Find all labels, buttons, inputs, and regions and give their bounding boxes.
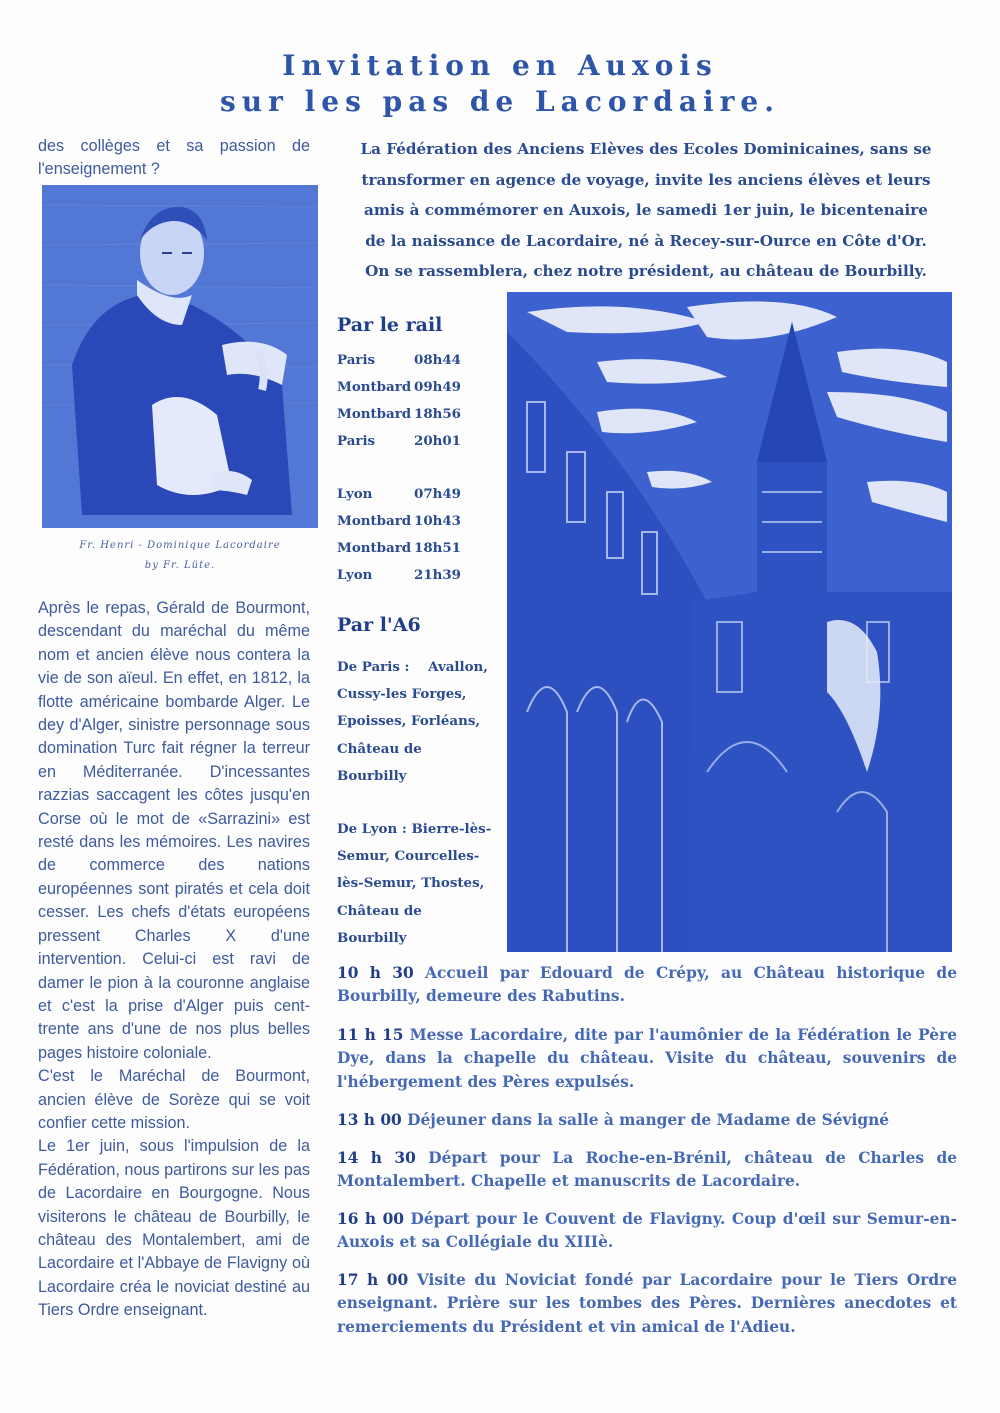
rail-time: 10h43 xyxy=(414,513,462,529)
rail-station: Montbard xyxy=(337,540,412,556)
rail-station: Paris xyxy=(337,433,376,449)
intro-line: amis à commémorer en Auxois, le samedi 1er juin, le bicentenaire xyxy=(364,201,928,219)
rail-station: Paris xyxy=(337,352,376,368)
route-line: lès-Semur, Thostes, xyxy=(337,875,485,892)
marechal-paragraph: C'est le Maréchal de Bourmont, ancien élève de Sorèze qui se voit confier cette mission. xyxy=(38,1067,310,1132)
chateau-illustration xyxy=(507,292,952,952)
programme-time: 14 h 30 xyxy=(337,1149,416,1167)
rail-time: 18h51 xyxy=(414,540,462,556)
programme-time: 11 h 15 xyxy=(337,1026,404,1044)
programme-time: 10 h 30 xyxy=(337,964,414,982)
rail-station: Lyon xyxy=(337,567,373,583)
route-line: Bourbilly xyxy=(337,929,407,946)
page-title-line-2: sur les pas de Lacordaire. xyxy=(220,85,780,118)
programme-time: 16 h 00 xyxy=(337,1210,405,1228)
programme-time: 13 h 00 xyxy=(337,1111,402,1129)
route-line: De Lyon : Bierre-lès- xyxy=(337,821,492,837)
programme-text: Visite du Noviciat fondé par Lacordaire pour le Tiers Ordre enseignant. Prière sur les tombes des Pères. Dernières anecdotes et remerciements du Président et vin amical de l'Adieu. xyxy=(337,1271,957,1336)
rail-time: 07h49 xyxy=(414,486,462,502)
programme-text: Accueil par Edouard de Crépy, au Château historique de Bourbilly, demeure des Rabutins. xyxy=(337,964,957,1006)
rail-row xyxy=(337,376,497,403)
route-line: Château de xyxy=(337,902,422,919)
rail-time: 08h44 xyxy=(414,352,462,368)
programme-time: 17 h 00 xyxy=(337,1271,409,1289)
rail-row xyxy=(337,403,497,430)
rail-station: Montbard xyxy=(337,406,412,422)
rail-row xyxy=(337,564,497,591)
programme-text: Déjeuner dans la salle à manger de Madame de Sévigné xyxy=(407,1111,890,1129)
left-column-body xyxy=(38,597,310,1323)
route-line: Epoisses, Forléans, xyxy=(337,713,481,730)
rail-time: 18h56 xyxy=(414,406,462,422)
rail-heading: Par le rail xyxy=(337,314,443,336)
programme-text: Départ pour le Couvent de Flavigny. Coup d'œil sur Semur-en-Auxois et sa Collégiale du XIIIè. xyxy=(337,1210,957,1252)
intro-text xyxy=(334,134,958,287)
rail-row xyxy=(337,510,497,537)
rail-station: Montbard xyxy=(337,513,412,529)
programme-item xyxy=(337,1147,957,1194)
route-from-lyon xyxy=(337,816,499,952)
programme-item xyxy=(337,1208,957,1255)
route-from-paris xyxy=(337,654,499,790)
rail-timetable xyxy=(337,349,497,591)
programme-item xyxy=(337,1269,957,1339)
rail-row xyxy=(337,483,497,510)
history-paragraph: Après le repas, Gérald de Bourmont, descendant du maréchal du même nom et ancien élève nous contera la vie de son aïeul. En effet, en 1812, la flotte américaine bombarde Alger. Le dey d'Alger, sinistre personnage sous domination Turc fait régner la terreur en Méditerranée. D'incessantes razzias saccagent les côtes jusqu'en Corse où le mot de «Sarrazini» est resté dans les mémoires. Les navires de commerce des nations européennes sont piratés et cela doit cesser. Les chefs d'états européens pressent Charles X d'une intervention. Celui-ci est ravi de damer le pion à la couronne anglaise et c'est la prise d'Alger puis cent-trente ans d'une de nos plus belles pages histoire coloniale. xyxy=(38,599,310,1062)
portrait-caption-line-1: Fr. Henri - Dominique Lacordaire xyxy=(79,540,281,551)
page-title-line-1: Invitation en Auxois xyxy=(282,49,718,82)
rail-row xyxy=(337,537,497,564)
programme-item xyxy=(337,1109,957,1132)
castle-engraving xyxy=(507,292,952,952)
route-line: De Paris : Avallon, xyxy=(337,659,488,675)
programme-item xyxy=(337,962,957,1009)
intro-line: transformer en agence de voyage, invite les anciens élèves et leurs xyxy=(361,170,931,189)
intro-line: La Fédération des Anciens Elèves des Ecoles Dominicaines, sans se xyxy=(360,140,932,158)
route-line: Cussy-les Forges, xyxy=(337,686,467,703)
left-column-top-text: des collèges et sa passion de l'enseignement ? xyxy=(38,137,310,179)
programme-item xyxy=(337,1024,957,1094)
portrait-illustration xyxy=(42,185,318,528)
route-line: Semur, Courcelles- xyxy=(337,848,480,865)
rail-time: 09h49 xyxy=(414,379,462,395)
portrait-caption-line-2: by Fr. Lüte. xyxy=(144,560,216,571)
programme-text: Messe Lacordaire, dite par l'aumônier de la Fédération le Père Dye, dans la chapelle du château. Visite du château, souvenirs de l'hébergement des Pères expulsés. xyxy=(337,1026,957,1091)
lacordaire-portrait xyxy=(42,185,318,528)
rail-station: Lyon xyxy=(337,486,373,502)
route-line: Château de xyxy=(337,740,422,757)
rail-row xyxy=(337,349,497,376)
rail-time: 21h39 xyxy=(414,567,462,583)
route-line: Bourbilly xyxy=(337,767,407,784)
rail-row xyxy=(337,430,497,457)
rail-station: Montbard xyxy=(337,379,412,395)
programme-text: Départ pour La Roche-en-Brénil, château de Charles de Montalembert. Chapelle et manuscrits de Lacordaire. xyxy=(337,1149,958,1191)
intro-line: On se rassemblera, chez notre président, au château de Bourbilly. xyxy=(365,262,927,280)
portrait-caption xyxy=(60,536,300,576)
visit-paragraph: Le 1er juin, sous l'impulsion de la Fédération, nous partirons sur les pas de Lacordaire en Bourgogne. Nous visiterons le château de Bourbilly, le château des Montalembert, ami de Lacordaire et l'Abbaye de Flavigny où Lacordaire créa le noviciat destiné au Tiers Ordre enseignant. xyxy=(38,1137,310,1320)
rail-time: 20h01 xyxy=(414,433,462,449)
a6-heading: Par l'A6 xyxy=(337,614,421,636)
intro-line: de la naissance de Lacordaire, né à Recey-sur-Ource en Côte d'Or. xyxy=(365,231,927,250)
